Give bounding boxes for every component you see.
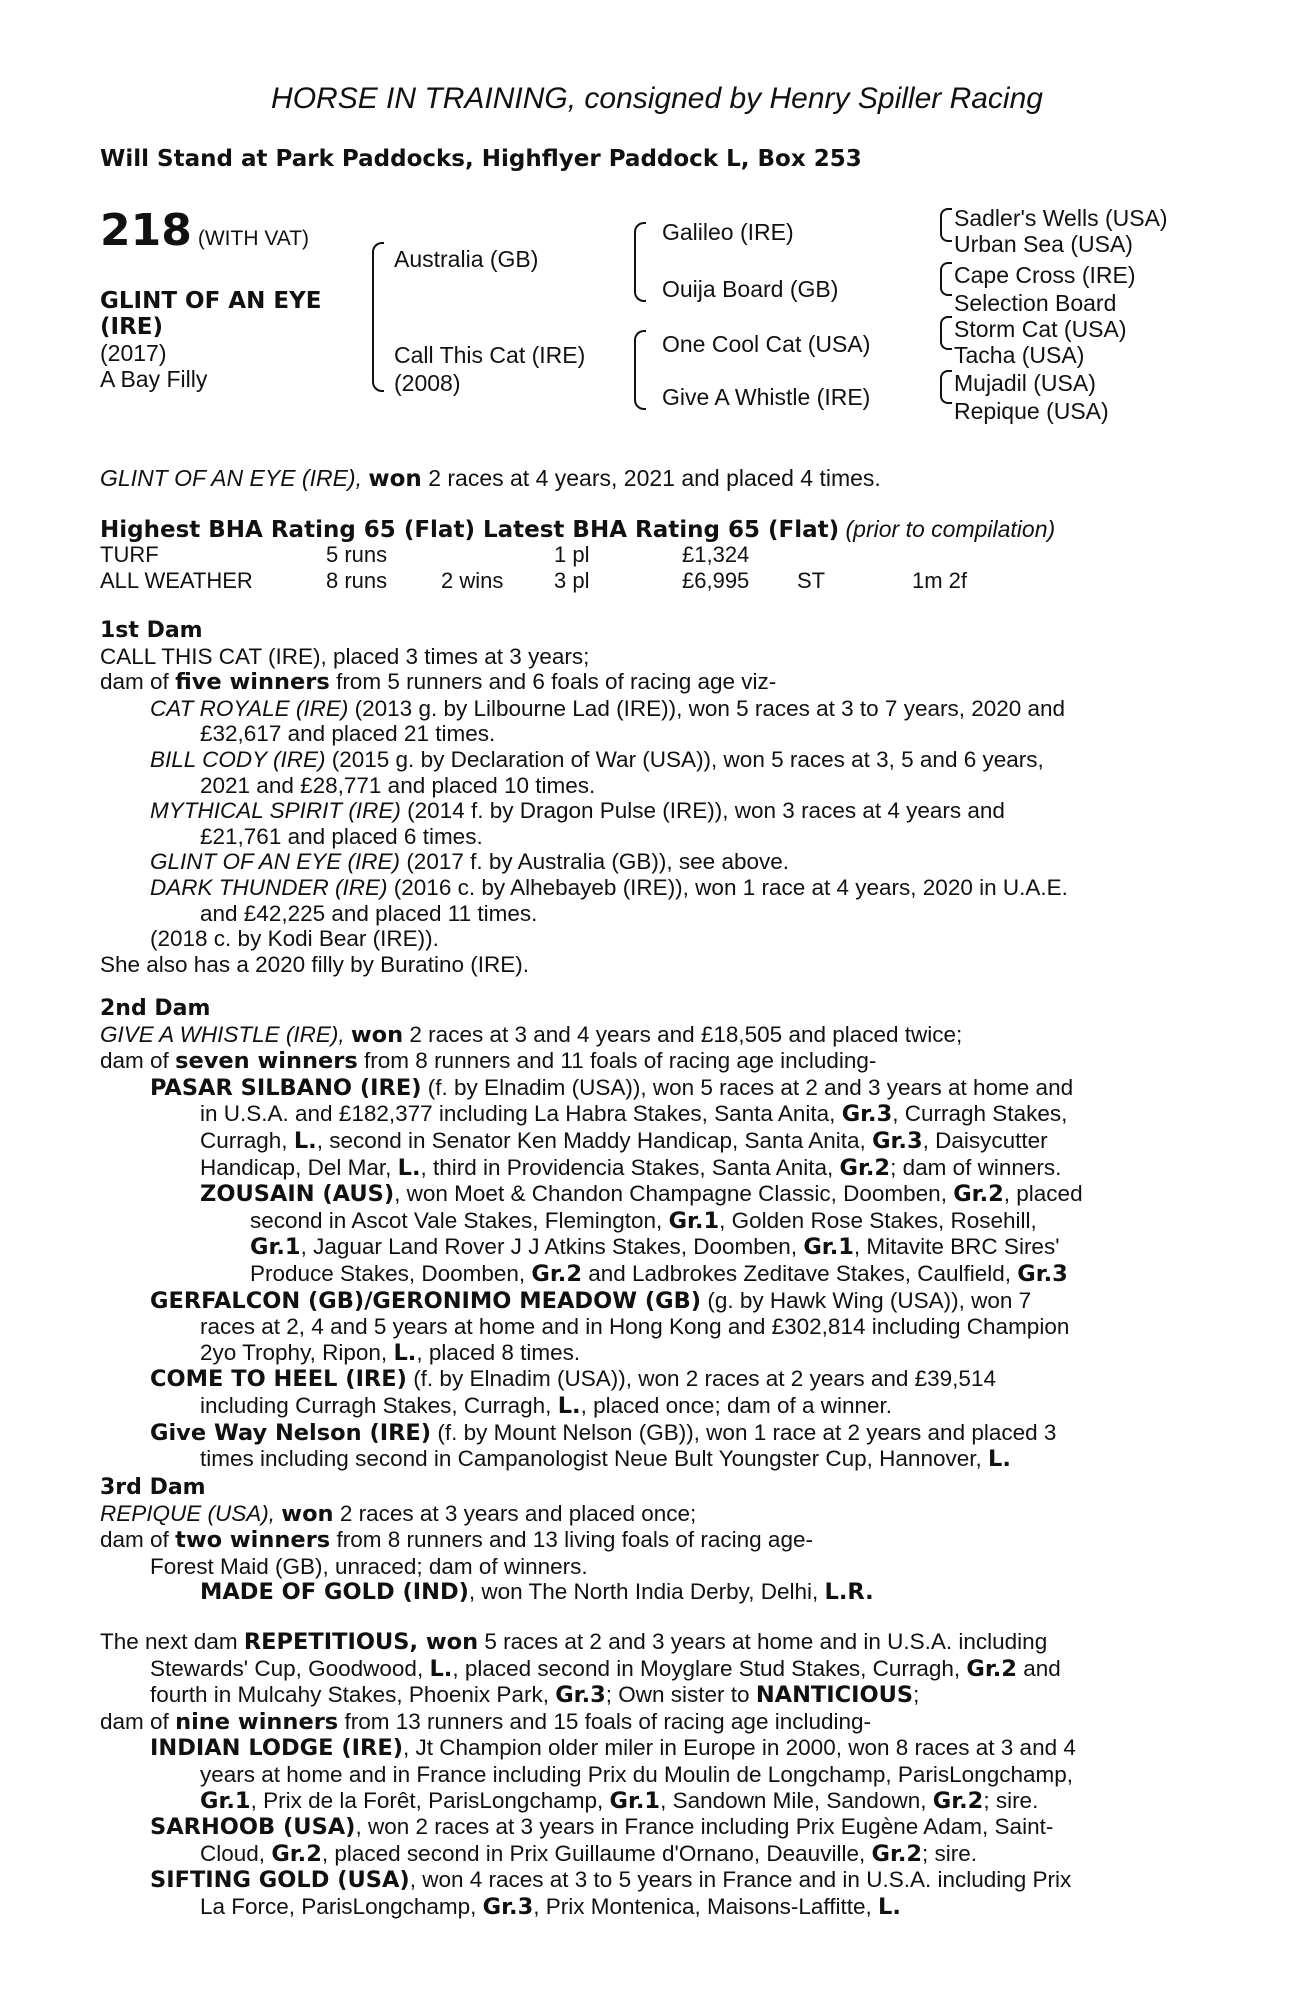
gerfalcon-line1: GERFALCON (GB)/GERONIMO MEADOW (GB) (g. by Hawk Wing (USA)), won 7 (150, 1287, 1032, 1314)
third-dam-heading: 3rd Dam (100, 1475, 206, 1500)
vat-note: (WITH VAT) (197, 227, 310, 250)
record-row-turf: TURF 5 runs 1 pl £1,324 (100, 542, 750, 567)
indian-lodge-line2: years at home and in France including Prix du Moulin de Longchamp, ParisLongchamp, (200, 1761, 1073, 1787)
pedigree-brace-sire (634, 222, 646, 302)
horse-name: GLINT OF AN EYE (100, 288, 322, 314)
zousain-line3: Gr.1, Jaguar Land Rover J J Atkins Stakes, Doomben, Gr.1, Mitavite BRC Sires' (250, 1234, 1060, 1261)
race-summary: GLINT OF AN EYE (IRE), won 2 races at 4 years, 2021 and placed 4 times. (100, 465, 881, 492)
second-dam-line1: GIVE A WHISTLE (IRE), won 2 races at 3 and 4 years and £18,505 and placed twice; (100, 1021, 963, 1048)
offspring-5-cont: and £42,225 and placed 11 times. (200, 900, 538, 926)
horse-country: (IRE) (100, 314, 164, 340)
gerfalcon-line2: races at 2, 4 and 5 years at home and in Hong Kong and £302,814 including Champion (200, 1314, 1070, 1340)
dam-name: Call This Cat (IRE) (394, 342, 586, 368)
indian-lodge-line3: Gr.1, Prix de la Forêt, ParisLongchamp, Gr.1, Sandown Mile, Sandown, Gr.2; sire. (200, 1787, 1039, 1814)
offspring-4: GLINT OF AN EYE (IRE) (2017 f. by Australia (GB)), see above. (150, 849, 789, 875)
sire-sire: Galileo (IRE) (662, 219, 794, 245)
first-dam-line3: She also has a 2020 filly by Buratino (IRE). (100, 951, 529, 977)
lot-number: 218 (100, 205, 192, 256)
third-dam-line2: dam of two winners from 8 runners and 13 living foals of racing age- (100, 1527, 813, 1554)
dam-year: (2008) (394, 370, 461, 396)
ggp-2: Urban Sea (USA) (954, 231, 1133, 257)
pedigree-brace-4 (940, 370, 952, 404)
horse-year: (2017) (100, 340, 167, 366)
horse-block (100, 288, 321, 392)
second-dam-line2: dam of seven winners from 8 runners and 11 foals of racing age including- (100, 1048, 877, 1075)
next-dam-section (100, 1629, 1220, 1921)
pedigree-brace-main (372, 242, 384, 392)
lot-block (100, 205, 309, 256)
first-dam-line2: dam of five winners from 5 runners and 6 foals of racing age viz- (100, 669, 777, 696)
offspring-3: MYTHICAL SPIRIT (IRE) (2014 f. by Dragon Pulse (IRE)), won 3 races at 4 years and (150, 798, 1005, 824)
ggp-5: Storm Cat (USA) (954, 316, 1127, 342)
sarhoob-line2: Cloud, Gr.2, placed second in Prix Guillaume d'Ornano, Deauville, Gr.2; sire. (200, 1840, 978, 1867)
pedigree-brace-dam (634, 330, 646, 410)
pasar-silbano-line3: Curragh, L., second in Senator Ken Maddy Handicap, Santa Anita, Gr.3, Daisycutter (200, 1127, 1048, 1154)
next-dam-line4: dam of nine winners from 13 runners and 15 foals of racing age including- (100, 1708, 872, 1735)
next-dam-line2: Stewards' Cup, Goodwood, L., placed second in Moyglare Stud Stakes, Curragh, Gr.2 and (150, 1655, 1061, 1682)
dam-sire: One Cool Cat (USA) (662, 331, 871, 357)
zousain-line2: second in Ascot Vale Stakes, Flemington, Gr.1, Golden Rose Stakes, Rosehill, (250, 1207, 1037, 1234)
give-way-nelson-line2: times including second in Campanologist Neue Bult Youngster Cup, Hannover, L. (200, 1446, 1011, 1473)
pasar-silbano-line2: in U.S.A. and £182,377 including La Habra Stakes, Santa Anita, Gr.3, Curragh Stakes, (200, 1101, 1068, 1128)
second-dam-heading: 2nd Dam (100, 996, 211, 1021)
pedigree-brace-2 (940, 262, 952, 296)
pedigree-brace-1 (940, 208, 952, 242)
venue-line: Will Stand at Park Paddocks, Highflyer Paddock L, Box 253 (100, 146, 862, 172)
third-dam-line1: REPIQUE (USA), won 2 races at 3 years and placed once; (100, 1500, 697, 1527)
ggp-4: Selection Board (954, 290, 1117, 316)
pedigree-brace-3 (940, 316, 952, 350)
second-dam-section (100, 996, 1220, 1473)
offspring-2: BILL CODY (IRE) (2015 g. by Declaration of War (USA)), won 5 races at 3, 5 and 6 years, (150, 746, 1044, 772)
come-to-heel-line1: COME TO HEEL (IRE) (f. by Elnadim (USA)), won 2 races at 2 years and £39,514 (150, 1366, 996, 1393)
sarhoob-line1: SARHOOB (USA), won 2 races at 3 years in France including Prix Eugène Adam, Saint- (150, 1814, 1054, 1841)
offspring-3-cont: £21,761 and placed 6 times. (200, 823, 483, 849)
zousain-line4: Produce Stakes, Doomben, Gr.2 and Ladbrokes Zeditave Stakes, Caulfield, Gr.3 (250, 1260, 1068, 1287)
indian-lodge-line1: INDIAN LODGE (IRE), Jt Champion older miler in Europe in 2000, won 8 races at 3 and 4 (150, 1735, 1076, 1762)
third-dam-section (100, 1475, 1220, 1606)
ggp-1: Sadler's Wells (USA) (954, 205, 1168, 231)
offspring-6: (2018 c. by Kodi Bear (IRE)). (150, 926, 439, 952)
made-of-gold-line: MADE OF GOLD (IND), won The North India Derby, Delhi, L.R. (200, 1579, 874, 1606)
record-row-aw: ALL WEATHER 8 runs 2 wins 3 pl £6,995 ST 1m 2f (100, 568, 968, 593)
forest-maid-line: Forest Maid (GB), unraced; dam of winners. (150, 1553, 588, 1579)
race-record-table (100, 542, 967, 594)
catalogue-header: HORSE IN TRAINING, consigned by Henry Spiller Racing (271, 82, 1043, 115)
first-dam-line1: CALL THIS CAT (IRE), placed 3 times at 3 years; (100, 643, 590, 669)
come-to-heel-line2: including Curragh Stakes, Curragh, L., placed once; dam of a winner. (200, 1392, 893, 1419)
ggp-3: Cape Cross (IRE) (954, 262, 1136, 288)
sifting-gold-line1: SIFTING GOLD (USA), won 4 races at 3 to 5 years in France and in U.S.A. including Prix (150, 1867, 1072, 1894)
sire-dam: Ouija Board (GB) (662, 276, 839, 302)
offspring-5: DARK THUNDER (IRE) (2016 c. by Alhebayeb (IRE)), won 1 race at 4 years, 2020 in U.A.E. (150, 874, 1068, 900)
ggp-8: Repique (USA) (954, 398, 1109, 424)
pasar-silbano-line1: PASAR SILBANO (IRE) (f. by Elnadim (USA)), won 5 races at 2 and 3 years at home and (150, 1074, 1074, 1101)
first-dam-heading: 1st Dam (100, 618, 203, 643)
next-dam-line3: fourth in Mulcahy Stakes, Phoenix Park, Gr.3; Own sister to NANTICIOUS; (150, 1682, 920, 1709)
offspring-1: CAT ROYALE (IRE) (2013 g. by Lilbourne Lad (IRE)), won 5 races at 3 to 7 years, 2020 and (150, 695, 1066, 721)
dam-dam: Give A Whistle (IRE) (662, 384, 871, 410)
rating-line: Highest BHA Rating 65 (Flat) Latest BHA Rating 65 (Flat) (prior to compilation) (100, 516, 1056, 543)
sire-name: Australia (GB) (394, 246, 539, 272)
ggp-7: Mujadil (USA) (954, 370, 1096, 396)
offspring-2-cont: 2021 and £28,771 and placed 10 times. (200, 772, 596, 798)
next-dam-line1: The next dam REPETITIOUS, won 5 races at 2 and 3 years at home and in U.S.A. including (100, 1629, 1048, 1655)
sifting-gold-line2: La Force, ParisLongchamp, Gr.3, Prix Montenica, Maisons-Laffitte, L. (200, 1893, 901, 1920)
offspring-1-cont: £32,617 and placed 21 times. (200, 721, 496, 747)
give-way-nelson-line1: Give Way Nelson (IRE) (f. by Mount Nelson (GB)), won 1 race at 2 years and placed 3 (150, 1419, 1057, 1446)
gerfalcon-line3: 2yo Trophy, Ripon, L., placed 8 times. (200, 1339, 581, 1366)
zousain-line1: ZOUSAIN (AUS), won Moet & Chandon Champagne Classic, Doomben, Gr.2, placed (200, 1181, 1083, 1208)
pasar-silbano-line4: Handicap, Del Mar, L., third in Providencia Stakes, Santa Anita, Gr.2; dam of winners. (200, 1154, 1062, 1181)
ggp-6: Tacha (USA) (954, 342, 1085, 368)
first-dam-section (100, 618, 1220, 977)
horse-description: A Bay Filly (100, 366, 208, 392)
